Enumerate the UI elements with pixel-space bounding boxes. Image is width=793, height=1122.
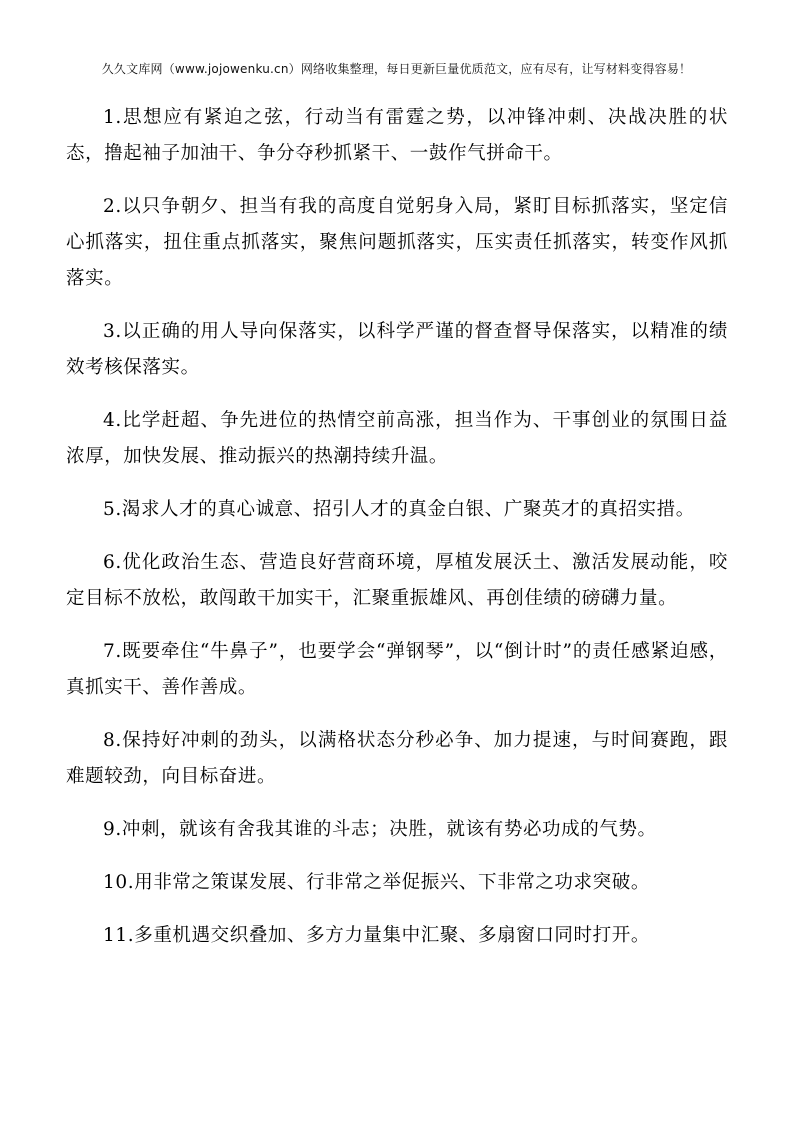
paragraph-10: 10.用非常之策谋发展、行非常之举促振兴、下非常之功求突破。 [103,872,650,893]
paragraph-1: 1.思想应有紧迫之弦，行动当有雷霆之势，以冲锋冲刺、决战决胜的状态，撸起袖子加油干、争分夺秒抓紧干、一鼓作气拼命干。 [66,107,728,164]
document-body [66,100,728,971]
paragraph-8: 8.保持好冲刺的劲头，以满格状态分秒必争、加力提速，与时间赛跑，跟难题较劲，向目标奋进。 [66,730,728,787]
paragraph-4: 4.比学赶超、争先进位的热情空前高涨，担当作为、干事创业的氛围日益浓厚，加快发展、推动振兴的热潮持续升温。 [66,410,728,467]
paragraph-11: 11.多重机遇交织叠加、多方力量集中汇聚、多扇窗口同时打开。 [103,925,650,946]
paragraph-2: 2.以只争朝夕、担当有我的高度自觉躬身入局，紧盯目标抓落实，坚定信心抓落实，扭住重点抓落实，聚焦问题抓落实，压实责任抓落实，转变作风抓落实。 [66,196,728,289]
paragraph-3: 3.以正确的用人导向保落实，以科学严谨的督查督导保落实，以精准的绩效考核保落实。 [66,321,728,378]
paragraph-9: 9.冲刺，就该有舍我其谁的斗志；决胜，就该有势必功成的气势。 [103,819,657,840]
paragraph-7: 7.既要牵住“牛鼻子”，也要学会“弹钢琴”，以“倒计时”的责任感紧迫感，真抓实干、善作善成。 [66,641,728,698]
paragraph-5: 5.渴求人才的真心诚意、招引人才的真金白银、广聚英才的真招实措。 [103,499,695,520]
paragraph-6: 6.优化政治生态、营造良好营商环境，厚植发展沃土、激活发展动能，咬定目标不放松，敢闯敢干加实干，汇聚重振雄风、再创佳绩的磅礴力量。 [66,552,728,609]
page-header: 久久文库网（www.jojowenku.cn）网络收集整理，每日更新巨量优质范文，应有尽有，让写材料变得容易！ [101,62,692,76]
